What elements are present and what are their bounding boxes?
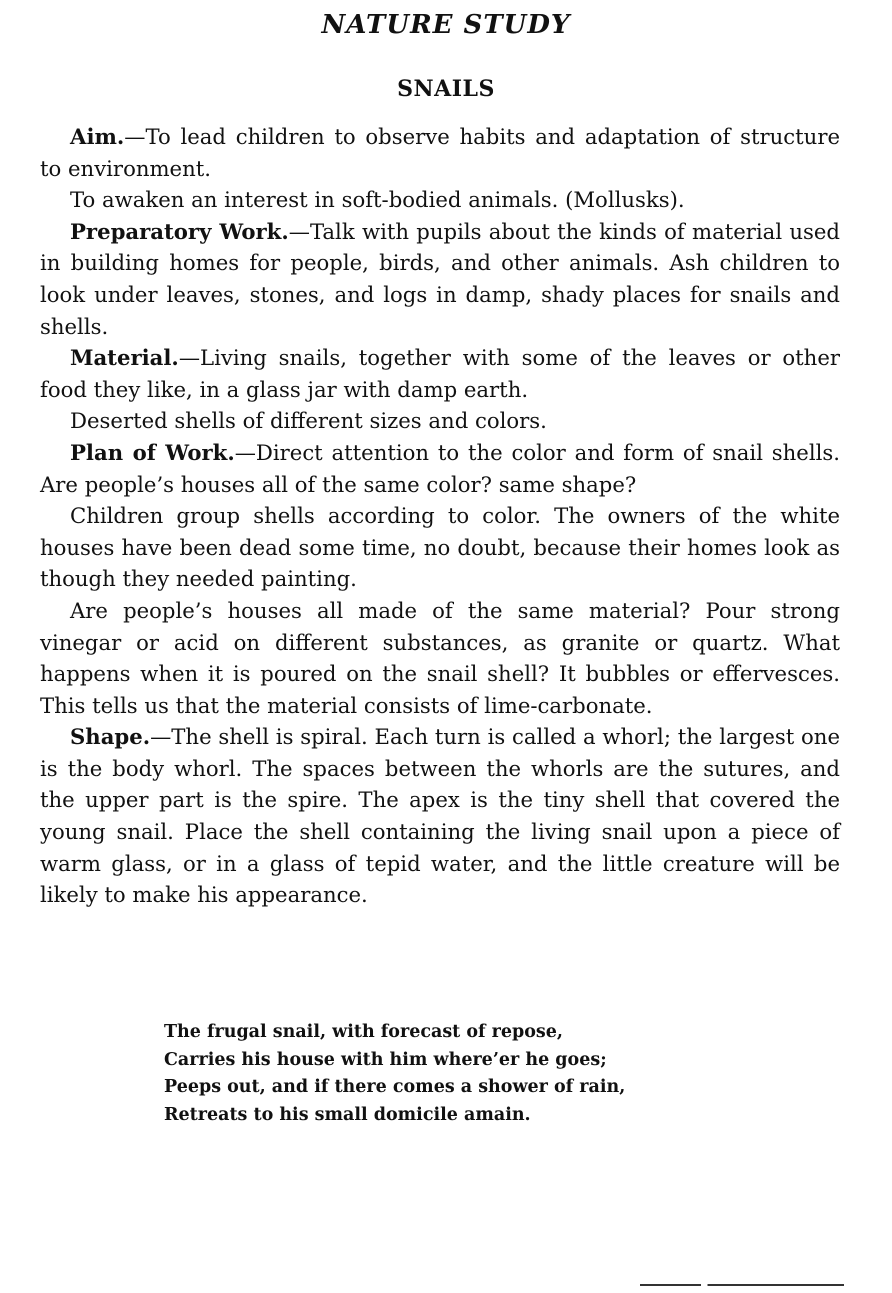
paragraph-text: Are people’s houses all made of the same material? Pour strong vinegar or acid on different substances, as granite or quartz. What happens when it is poured on the snail shell? It bubbles or effervesces. This tells us that the material consists of lime-carbonate.	[40, 597, 840, 718]
poem	[164, 1019, 625, 1129]
paragraph-text: To awaken an interest in soft-bodied animals. (Mollusks).	[70, 187, 685, 213]
running-head: NATURE STUDY	[321, 10, 571, 40]
paragraph-material	[40, 342, 840, 405]
paragraph-shape	[40, 721, 840, 911]
paragraph-text: —The shell is spiral. Each turn is called a whorl; the largest one is the body whorl. The spaces between the whorls are the sutures, and the upper part is the spire. The apex is the tiny shell that covered the young snail. Place the shell containing the living snail upon a piece of warm glass, or in a glass of tepid water, and the little creature will be likely to make his appearance.	[40, 724, 840, 908]
footer-rule	[640, 1284, 844, 1286]
paragraph-lead: Plan of Work.	[70, 439, 235, 465]
paragraph-lead: Material.	[70, 345, 179, 371]
paragraph-text: —Direct attention to the color and form of snail shells. Are people’s houses all of the same color? same shape?	[40, 439, 841, 497]
poem-line: Peeps out, and if there comes a shower of rain,	[164, 1077, 626, 1097]
paragraph-text: —Talk with pupils about the kinds of material used in building homes for people, birds, and other animals. Ash children to look under leaves, stones, and logs in damp, shady places for snails and shells.	[40, 218, 840, 339]
paragraph-color-grouping	[40, 500, 840, 595]
section-title: SNAILS	[397, 76, 495, 102]
poem-line: Retreats to his small domicile amain.	[164, 1104, 531, 1125]
paragraph-aim-continued	[40, 184, 840, 216]
paragraph-plan-of-work	[40, 437, 840, 500]
poem-line: The frugal snail, with forecast of repose,	[164, 1022, 563, 1042]
paragraph-text: Deserted shells of different sizes and colors.	[70, 408, 547, 434]
body-text	[40, 121, 840, 911]
paragraph-preparatory-work	[40, 216, 840, 342]
paragraph-material-test	[40, 595, 840, 721]
paragraph-lead: Shape.	[70, 724, 151, 750]
paragraph-lead: Preparatory Work.	[70, 218, 289, 244]
paragraph-aim	[40, 121, 840, 184]
paragraph-text: —Living snails, together with some of the leaves or other food they like, in a glass jar with damp earth.	[40, 345, 840, 402]
paragraph-lead: Aim.	[70, 124, 125, 149]
poem-line: Carries his house with him where’er he goes;	[164, 1049, 607, 1070]
paragraph-text: —To lead children to observe habits and adaptation of structure to environment.	[40, 124, 840, 181]
paragraph-text: Children group shells according to color. The owners of the white houses have been dead some time, no doubt, because their homes look as though they needed painting.	[40, 503, 840, 592]
paragraph-material-continued	[40, 405, 840, 437]
